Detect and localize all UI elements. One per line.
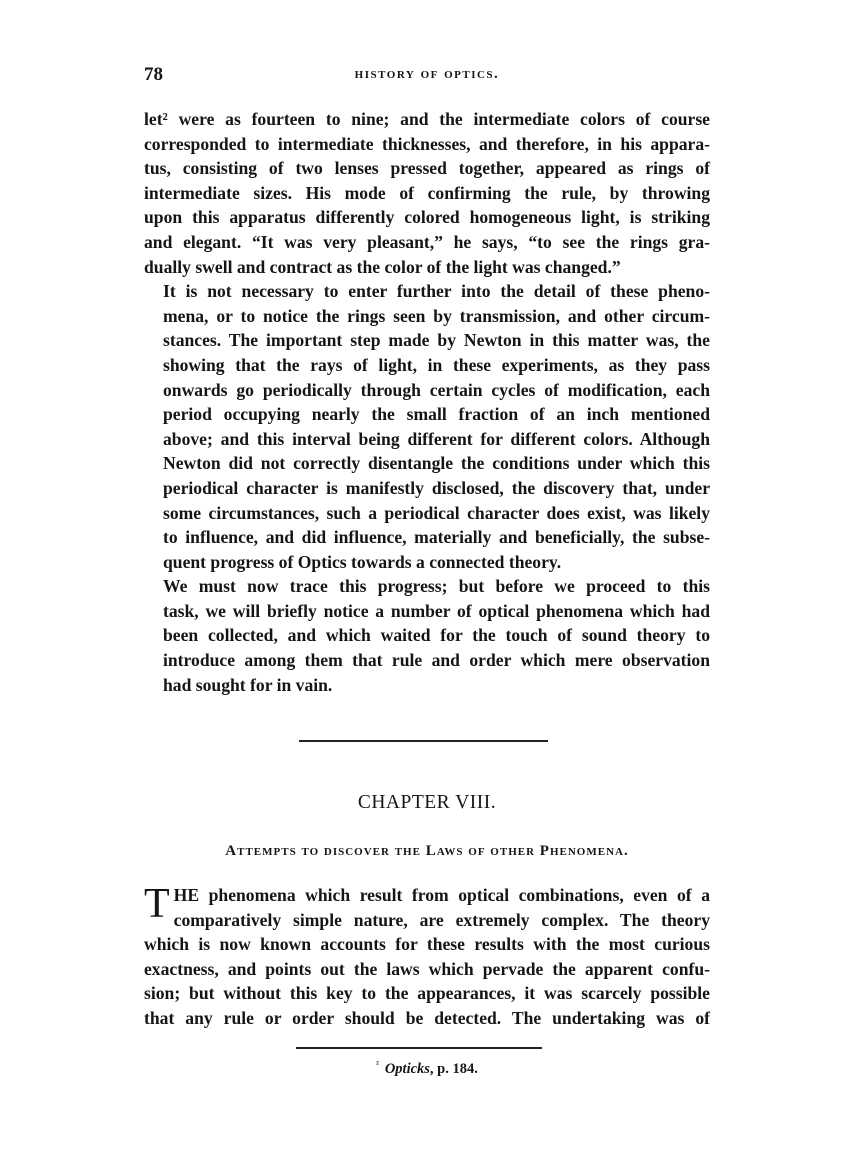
footnote-citation: , p. 184. (429, 1061, 478, 1077)
text-line: which is now known accounts for these results with the most curious (144, 934, 710, 955)
text-line: Newton did not correctly disentangle the conditions under which this (163, 453, 710, 474)
section-divider (299, 740, 548, 742)
text-line: It is not necessary to enter further into the detail of these pheno- (163, 281, 710, 302)
chapter-heading: CHAPTER VIII. (357, 792, 497, 813)
text-line: to influence, and did influence, materially and beneficially, the subse- (163, 527, 710, 548)
chapter-text (144, 883, 710, 1031)
paragraph (144, 574, 710, 697)
footnote (144, 1061, 710, 1078)
text-line: corresponded to intermediate thicknesses, and therefore, in his appara- (144, 133, 710, 154)
running-title: history of optics. (354, 66, 500, 82)
text-line: sion; but without this key to the appearances, it was scarcely possible (144, 983, 710, 1004)
paragraph (144, 279, 710, 574)
text-line: above; and this interval being different for different colors. Although (163, 428, 710, 449)
text-line: comparatively simple nature, are extremely complex. The theory (173, 909, 710, 930)
page-number: 78 (144, 64, 163, 85)
text-line: been collected, and which waited for the touch of sound theory to (163, 625, 710, 646)
text-line: quent progress of Optics towards a connected theory. (163, 551, 562, 572)
text-line: some circumstances, such a periodical character does exist, was likely (163, 502, 710, 523)
text-line: and elegant. “It was very pleasant,” he says, “to see the rings gra- (144, 231, 710, 252)
text-line: let² were as fourteen to nine; and the intermediate colors of course (144, 109, 710, 129)
text-line: dually swell and contract as the color of the light was changed.” (144, 256, 621, 277)
text-line: stances. The important step made by Newton in this matter was, the (163, 330, 710, 351)
footnote-rule (296, 1047, 542, 1049)
text-line: mena, or to notice the rings seen by transmission, and other circum- (163, 305, 710, 326)
text-line: that any rule or order should be detected. The undertaking was of (144, 1007, 710, 1028)
running-head (144, 64, 710, 88)
text-line: introduce among them that rule and order which mere observation (163, 650, 710, 671)
text-line: upon this apparatus differently colored homogeneous light, is striking (144, 207, 710, 228)
text-line: showing that the rays of light, in these experiments, as they pass (163, 354, 710, 375)
paragraph (144, 107, 710, 279)
drop-cap: T (144, 881, 170, 927)
chapter-subtitle: Attempts to discover the Laws of other Phenomena. (225, 843, 629, 859)
text-line: We must now trace this progress; but before we proceed to this (163, 576, 710, 597)
text-line: tus, consisting of two lenses pressed together, appeared as rings of (144, 158, 710, 179)
text-line: period occupying nearly the small fraction of an inch mentioned (163, 404, 710, 425)
text-line: intermediate sizes. His mode of confirming the rule, by throwing (144, 182, 710, 203)
text-line: HE phenomena which result from optical combinations, even of a (173, 885, 710, 905)
text-line: had sought for in vain. (163, 674, 333, 695)
text-line: exactness, and points out the laws which pervade the apparent confu- (144, 958, 710, 979)
footnote-mark: ² (376, 1059, 379, 1070)
body-text (144, 107, 710, 697)
text-line: onwards go periodically through certain cycles of modification, each (163, 379, 710, 400)
text-line: periodical character is manifestly disclosed, the discovery that, under (163, 477, 710, 498)
text-line: task, we will briefly notice a number of optical phenomena which had (163, 600, 710, 621)
footnote-title: Opticks (384, 1061, 430, 1077)
